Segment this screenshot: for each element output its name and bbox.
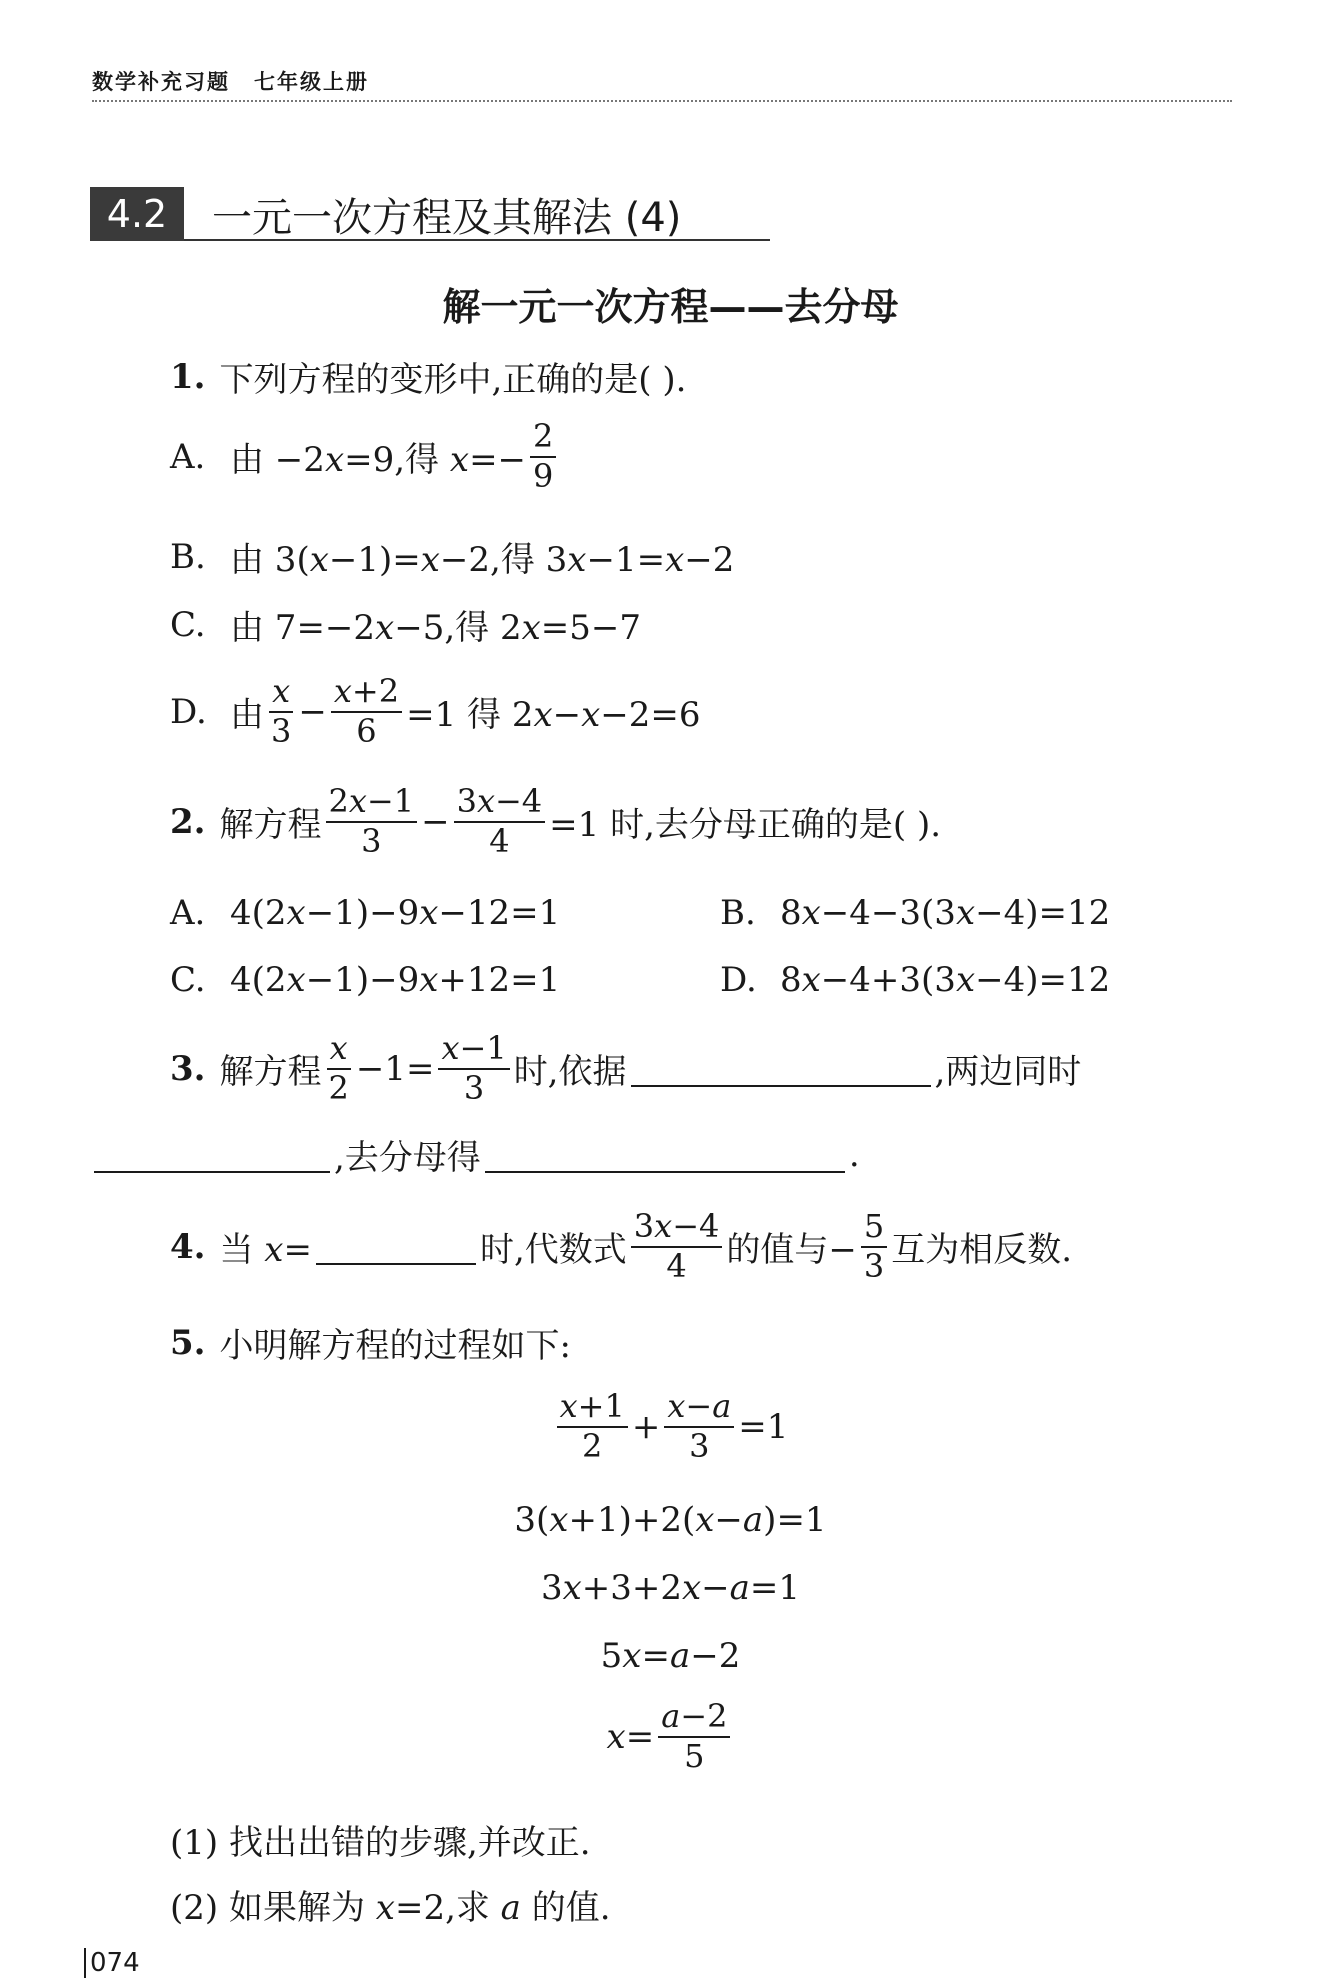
operator: − — [298, 691, 327, 732]
fraction: $\frac{2}{9}$ — [530, 420, 556, 493]
section-underline — [184, 239, 770, 241]
fraction: $\frac{\text{𝑥}}{3}$ — [271, 672, 292, 750]
fraction: $\frac{\text{𝑥−𝑎}}{3}$ — [664, 1390, 734, 1463]
question-stem: 当 𝑥= — [219, 1230, 312, 1271]
fraction: $\frac{\text{𝑥+2}}{6}$ — [331, 675, 402, 748]
question-4 — [170, 1207, 1073, 1285]
question-stem: 时,代数式 — [479, 1230, 627, 1271]
book-title: 数学补充习题 — [92, 70, 230, 94]
option-text: 由 7=−2𝑥−5,得 2𝑥=5−7 — [230, 608, 642, 648]
question-stem: . — [848, 1134, 860, 1175]
option-text: 由 −2x=9,得 x=− — [230, 440, 527, 481]
subquestion-1: (1) 找出出错的步骤,并改正. — [170, 1823, 591, 1863]
solution-step-5 — [0, 1697, 1341, 1775]
answer-blank[interactable] — [316, 1229, 476, 1265]
lesson-subtitle: 解一元一次方程——去分母 — [442, 285, 899, 329]
fraction: $\frac{\text{3𝑥−4}}{4}$ — [454, 785, 546, 858]
option-label: B. — [720, 893, 756, 933]
question-stem: 解方程 — [219, 805, 322, 846]
question-stem: 小明解方程的过程如下: — [219, 1326, 571, 1366]
running-header — [92, 66, 369, 96]
fraction: $\frac{5}{3}$ — [861, 1210, 887, 1283]
answer-blank[interactable] — [631, 1051, 931, 1087]
question-5 — [170, 1318, 571, 1367]
question-number: 5. — [170, 1322, 206, 1363]
question-3-cont — [90, 1130, 860, 1179]
question-number: 3. — [170, 1048, 206, 1089]
question-number: 4. — [170, 1226, 206, 1267]
solution-step-1 — [0, 1387, 1341, 1465]
question-stem: −1= — [355, 1048, 435, 1089]
option-text: 4(2𝑥−1)−9𝑥−12=1 — [230, 893, 561, 933]
solution-step-2: 3(𝑥+1)+2(𝑥−𝑎)=1 — [514, 1500, 827, 1540]
q1-option-c — [170, 600, 641, 649]
section-title: 一元一次方程及其解法 (4) — [212, 195, 682, 241]
section-number-badge: 4.2 — [90, 187, 184, 241]
option-label: C. — [170, 960, 206, 1000]
subquestion-2: (2) 如果解为 𝑥=2,求 𝑎 的值. — [170, 1888, 611, 1928]
grade-label: 七年级上册 — [254, 70, 369, 94]
equation-text: =1 — [738, 1406, 789, 1447]
q1-option-d — [170, 672, 701, 750]
option-label: D. — [720, 960, 757, 1000]
fraction: $\frac{\text{2𝑥−1}}{3}$ — [326, 785, 418, 858]
solution-step-3: 3𝑥+3+2𝑥−𝑎=1 — [540, 1568, 801, 1608]
header-divider — [92, 100, 1232, 102]
q2-option-b — [720, 893, 1110, 933]
fraction: $\frac{\text{𝑥−1}}{3}$ — [438, 1032, 509, 1105]
option-label: D. — [170, 691, 207, 732]
fraction: $\frac{\text{3𝑥−4}}{4}$ — [631, 1210, 723, 1283]
q2-option-a — [170, 893, 560, 933]
question-stem: 时,依据 — [513, 1052, 627, 1093]
question-3 — [170, 1029, 1082, 1107]
option-text: =1 得 2𝑥−𝑥−2=6 — [406, 695, 701, 736]
fraction: $\frac{\text{𝑥+1}}{2}$ — [557, 1390, 628, 1463]
answer-blank[interactable] — [94, 1137, 330, 1173]
option-text: 由 — [230, 695, 264, 736]
option-text: 由 3(𝑥−1)=𝑥−2,得 3𝑥−1=𝑥−2 — [230, 540, 735, 580]
q2-option-d — [720, 960, 1110, 1000]
fraction: $\frac{\text{𝑥}}{2}$ — [328, 1029, 349, 1107]
option-label: B. — [170, 536, 206, 577]
equation-text: 𝑥= — [606, 1716, 655, 1757]
option-text: 8𝑥−4+3(3𝑥−4)=12 — [780, 960, 1111, 1000]
question-number: 1. — [170, 356, 206, 397]
solution-step-4: 5𝑥=𝑎−2 — [600, 1636, 741, 1676]
option-text: 8𝑥−4−3(3𝑥−4)=12 — [780, 893, 1111, 933]
question-stem: 下列方程的变形中,正确的是( ). — [219, 360, 687, 400]
q1-option-b — [170, 532, 734, 581]
question-number: 2. — [170, 801, 206, 842]
question-2 — [170, 782, 942, 860]
q2-option-c — [170, 960, 560, 1000]
option-label: A. — [170, 436, 206, 477]
option-text: 4(2𝑥−1)−9𝑥+12=1 — [230, 960, 561, 1000]
question-1 — [170, 352, 686, 401]
question-stem: ,两边同时 — [934, 1052, 1082, 1093]
question-stem: 的值与− — [726, 1230, 857, 1271]
q1-option-a — [170, 417, 560, 495]
question-stem: 解方程 — [219, 1052, 322, 1093]
answer-blank[interactable] — [485, 1137, 845, 1173]
operator: + — [631, 1406, 661, 1447]
fraction: $\frac{\text{𝑎−2}}{5}$ — [658, 1700, 730, 1773]
operator: − — [421, 801, 450, 842]
question-stem: =1 时,去分母正确的是( ). — [549, 805, 942, 846]
page-number: 074 — [84, 1948, 140, 1978]
question-stem: ,去分母得 — [334, 1138, 481, 1178]
question-stem: 互为相反数. — [891, 1230, 1073, 1271]
option-label: C. — [170, 604, 206, 645]
option-label: A. — [170, 893, 206, 933]
